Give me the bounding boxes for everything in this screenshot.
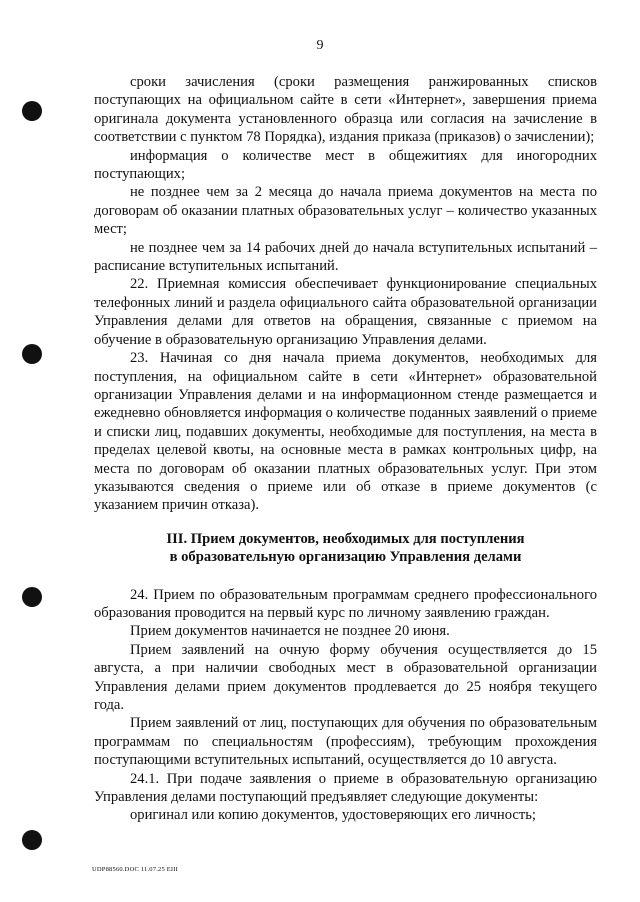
document-body xyxy=(94,73,597,825)
paragraph-22: 22. Приемная комиссия обеспечивает функционирование специальных телефонных линий и раздела официального сайта образовательной организации Управления делами для ответов на обращения, связанные с приемом на обучение в образовательную организацию Управления делами. xyxy=(94,276,597,348)
paragraph: Прием заявлений от лиц, поступающих для обучения по образовательным программам по специальностям (профессиям), требующим прохождения поступающими вступительных испытаний, осуществляется до 10 августа. xyxy=(94,715,597,769)
section-heading xyxy=(94,530,597,567)
binder-hole-bottom xyxy=(22,830,42,850)
paragraph: информация о количестве мест в общежитиях для иногородних поступающих; xyxy=(94,147,597,183)
section-heading-line-1: III. Прием документов, необходимых для поступления xyxy=(166,530,525,547)
paragraph-24-1: 24.1. При подаче заявления о приеме в образовательную организацию Управления делами поступающий предъявляет следующие документы: xyxy=(94,770,597,806)
paragraph: сроки зачисления (сроки размещения ранжированных списков поступающих на официальном сайте в сети «Интернет», завершения приема оригинала документа установленного образца или согласия на зачисление в соответствии с пунктом 78 Порядка), издания приказа (приказов) о зачислении); xyxy=(94,74,597,146)
paragraph: Прием заявлений на очную форму обучения осуществляется до 15 августа, а при наличии свободных мест в образовательной организации Управления делами прием документов продлевается до 25 ноября текущего года. xyxy=(94,641,597,713)
paragraph-24: 24. Прием по образовательным программам среднего профессионального образования проводится на первый курс по личному заявлению граждан. xyxy=(94,586,597,621)
paragraph: оригинал или копию документов, удостоверяющих его личность; xyxy=(130,807,536,824)
paragraph: не позднее чем за 2 месяца до начала приема документов на места по договорам об оказании платных образовательных услуг – количество указанных мест; xyxy=(94,184,597,238)
section-heading-line-2: в образовательную организацию Управления делами xyxy=(169,549,522,566)
binder-hole-middle xyxy=(22,344,42,364)
paragraph: не позднее чем за 14 рабочих дней до начала вступительных испытаний – расписание вступительных испытаний. xyxy=(94,239,597,275)
paragraph: Прием документов начинается не позднее 20 июня. xyxy=(130,623,450,640)
binder-hole-top xyxy=(22,101,42,121)
binder-hole-lower xyxy=(22,587,42,607)
page-number: 9 xyxy=(316,38,324,53)
paragraph-23: 23. Начиная со дня начала приема документов, необходимых для поступления, на официальном сайте в сети «Интернет» образовательной организации Управления делами и на информационном стенде размещается и ежедневно обновляется информация о количестве поданных заявлений о приеме и списки лиц, подавших документы, необходимые для поступления, на места в пределах целевой квоты, на основные места в рамках контрольных цифр, на места по договорам об оказании платных образовательных услуг. При этом указываются сведения о приеме или об отказе в приеме документов (с указанием причин отказа). xyxy=(94,350,597,514)
footer-file-code: UDP88560.DOC 11.07.25 EIII xyxy=(92,866,179,873)
